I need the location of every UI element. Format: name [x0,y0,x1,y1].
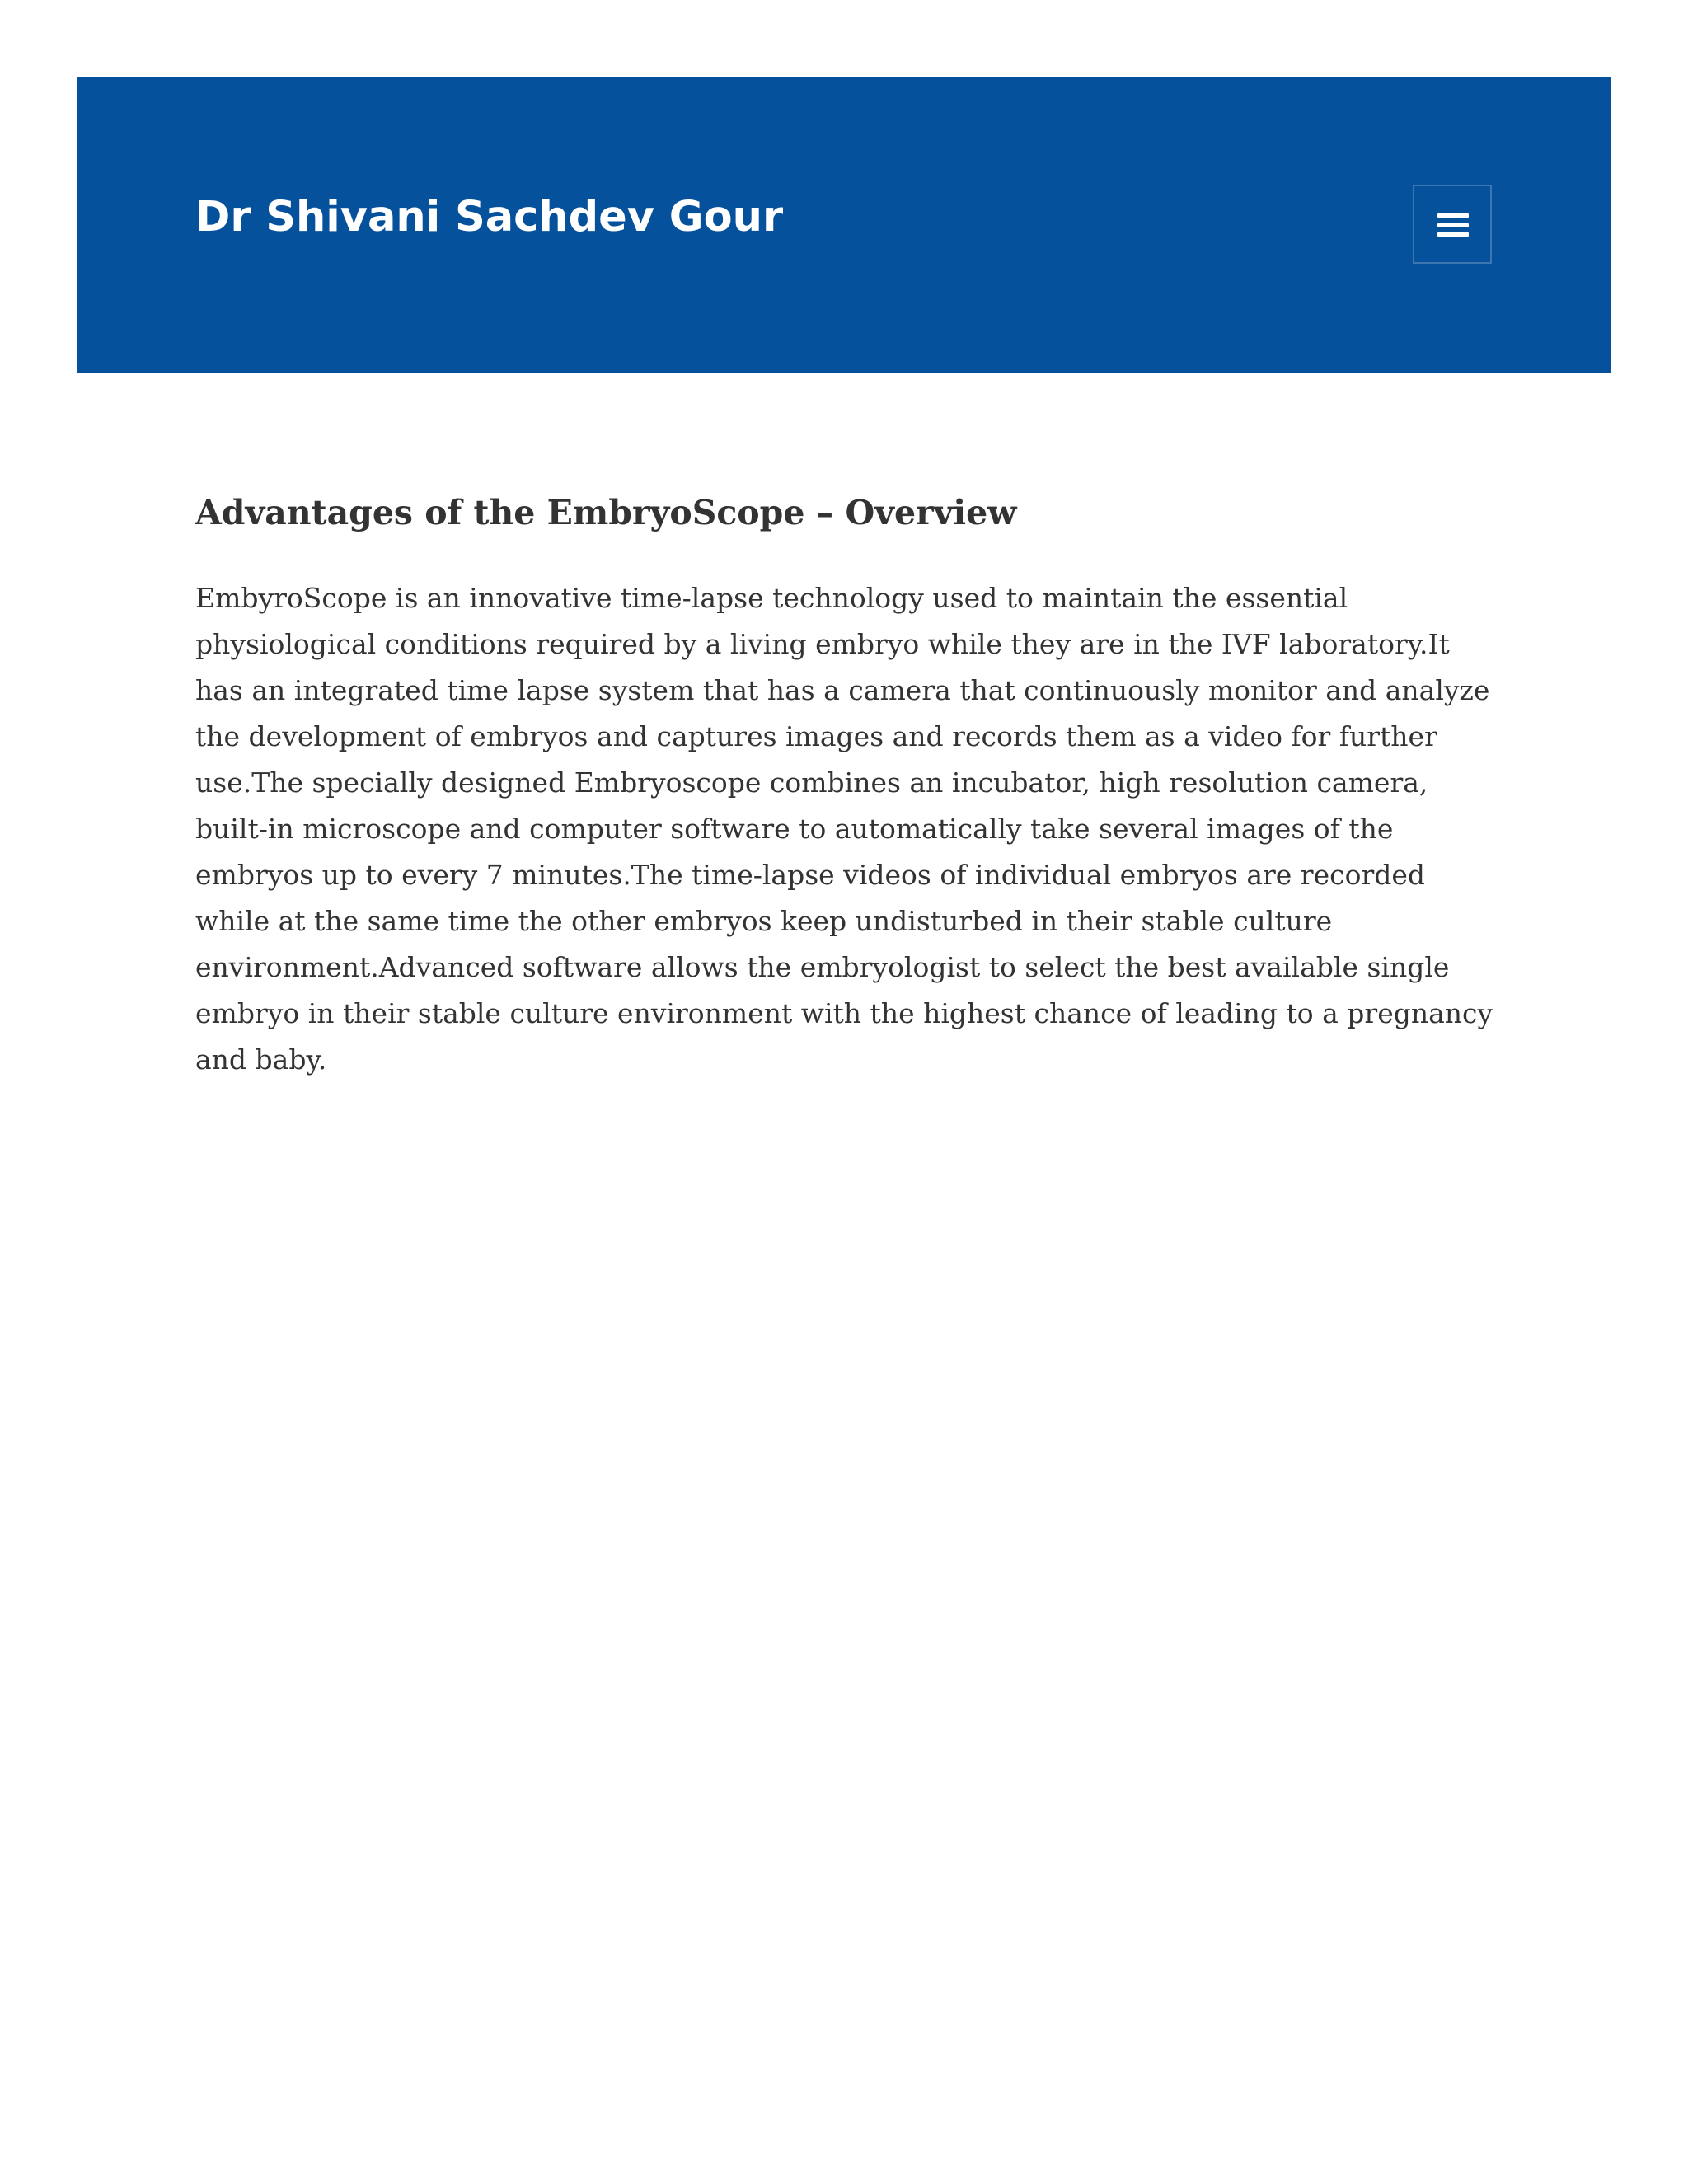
article [195,486,1496,1083]
menu-toggle-button[interactable] [1413,185,1492,264]
hamburger-menu-icon [1437,213,1469,237]
article-body: EmbyroScope is an innovative time-lapse technology used to maintain the essential physiological conditions required by a living embryo while they are in the IVF laboratory.It has an integrated time lapse system that has a camera that continuously monitor and analyze the development of embryos and captures images and records them as a video for further use.The specially designed Embryoscope combines an incubator, high resolution camera, built-in microscope and computer software to automatically take several images of the embryos up to every 7 minutes.The time-lapse videos of individual embryos are recorded while at the same time the other embryos keep undisturbed in their stable culture environment.Advanced software allows the embryologist to select the best available single embryo in their stable culture environment with the highest chance of leading to a pregnancy and baby. [195,582,1493,1076]
site-title-link[interactable]: Dr Shivani Sachdev Gour [195,193,784,241]
article-title: Advantages of the EmbryoScope – Overview [195,493,1017,532]
site-header [77,77,1611,373]
